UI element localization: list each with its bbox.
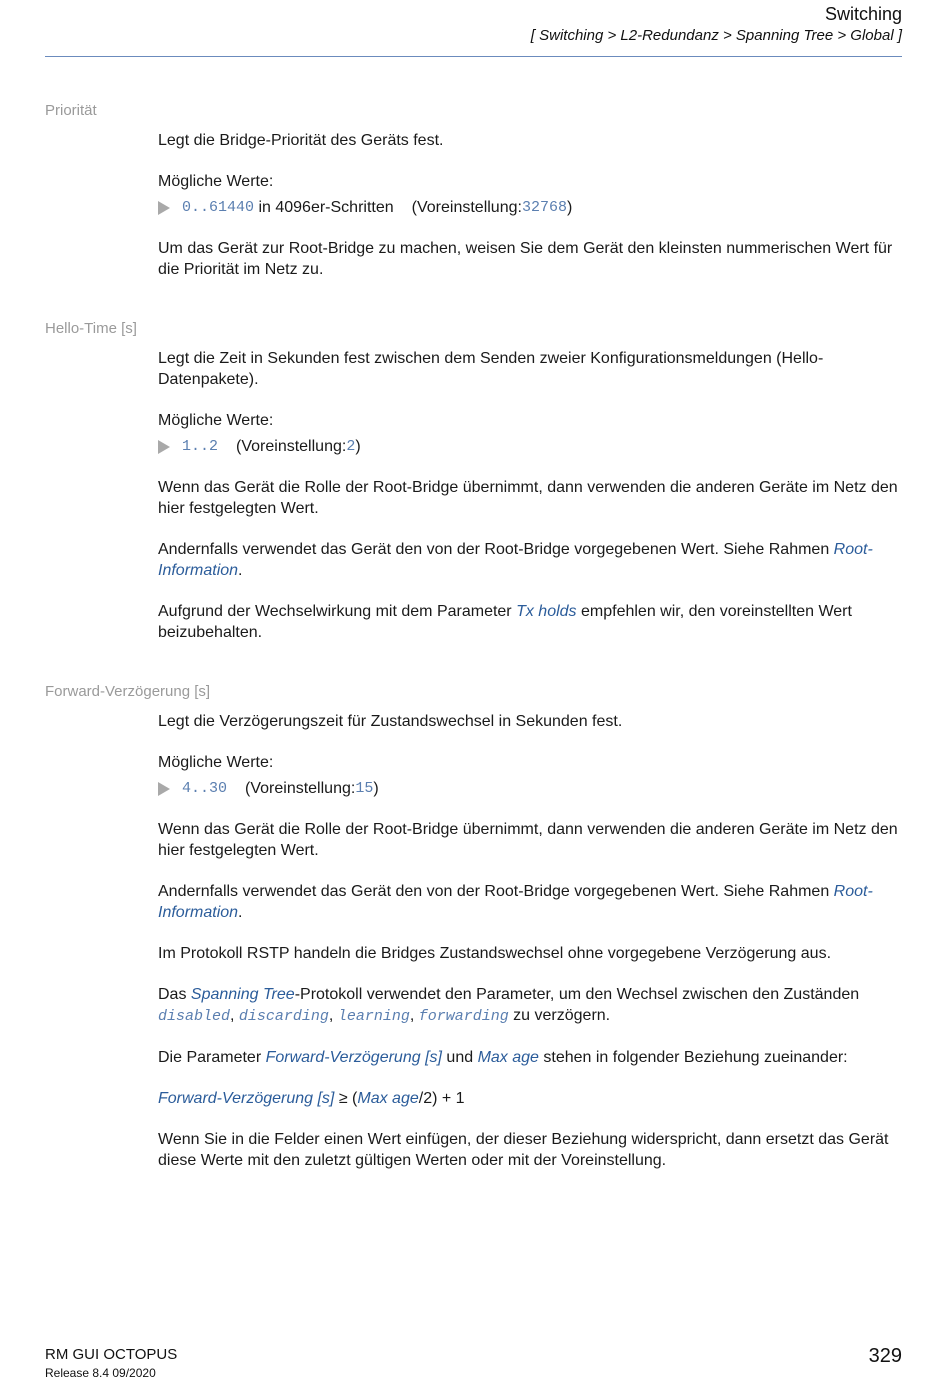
text: und [441, 1049, 478, 1066]
text: Andernfalls verwendet das Gerät den von der Root-Bridge vorgegebenen Wert. Siehe Rahmen [158, 883, 834, 900]
default-value: 2 [346, 438, 356, 455]
default-suffix: ) [566, 199, 573, 216]
param-label-forward-delay: Forward-Verzögerung [s] [45, 683, 211, 700]
ref-max-age[interactable]: Max age [357, 1090, 419, 1107]
param-note [158, 601, 903, 643]
param-note: Wenn Sie in die Felder einen Wert einfügen, der dieser Beziehung widerspricht, dann ersetzt das Gerät diese Werte mit den zuletzt gültigen Werten oder mit der Voreinstellung. [158, 1131, 889, 1169]
param-label-prioritaet: Priorität [45, 102, 97, 119]
param-note [158, 881, 903, 923]
header-divider [45, 56, 902, 57]
page-number: 329 [868, 1345, 902, 1367]
breadcrumb: [ Switching > L2-Redundanz > Spanning Tree > Global ] [530, 27, 902, 44]
default-suffix: ) [373, 780, 379, 797]
ref-forward-delay[interactable]: Forward-Verzögerung [s] [158, 1090, 335, 1107]
text: zu verzögern. [508, 1007, 611, 1024]
param-block-forward-delay [158, 711, 903, 1171]
values-label: Mögliche Werte: [158, 754, 274, 771]
text: ≥ ( [334, 1090, 358, 1107]
default-value: 15 [355, 780, 374, 797]
range-suffix: in 4096er-Schritten [254, 199, 394, 216]
text: Andernfalls verwendet das Gerät den von der Root-Bridge vorgegebenen Wert. Siehe Rahmen [158, 541, 834, 558]
bullet-triangle-icon [158, 782, 170, 796]
ref-root-information[interactable]: Root-Information [158, 883, 873, 921]
ref-tx-holds[interactable]: Tx holds [516, 603, 577, 620]
value-range: 1..2 [182, 438, 219, 455]
values-label: Mögliche Werte: [158, 173, 274, 190]
text: Das [158, 986, 191, 1003]
text: Aufgrund der Wechselwirkung mit dem Parameter [158, 603, 517, 620]
state-discarding: discarding [238, 1008, 329, 1025]
param-note: Wenn das Gerät die Rolle der Root-Bridge übernimmt, dann verwenden die anderen Geräte im Netz den hier festgelegten Wert. [158, 479, 898, 517]
state-forwarding: forwarding [418, 1008, 509, 1025]
default-prefix: (Voreinstellung: [236, 438, 347, 455]
text: , [328, 1007, 338, 1024]
state-learning: learning [337, 1008, 410, 1025]
default-value: 32768 [521, 199, 567, 216]
values-line [158, 778, 903, 799]
default-prefix: (Voreinstellung: [411, 199, 522, 216]
param-block-prioritaet [158, 130, 903, 280]
ref-forward-delay[interactable]: Forward-Verzögerung [s] [265, 1049, 442, 1066]
text: , [409, 1007, 419, 1024]
param-block-hello-time [158, 348, 903, 643]
bullet-triangle-icon [158, 440, 170, 454]
text: stehen in folgender Beziehung zueinander: [538, 1049, 848, 1066]
param-description: Legt die Zeit in Sekunden fest zwischen dem Senden zweier Konfigurationsmeldungen (Hello-Datenpakete). [158, 350, 824, 388]
values-line [158, 436, 903, 457]
value-range: 0..61440 [182, 199, 255, 216]
default-prefix: (Voreinstellung: [245, 780, 356, 797]
text: , [230, 1007, 239, 1024]
text: empfehlen wir, den voreinstellten Wert beizubehalten. [158, 603, 852, 641]
param-note: Wenn das Gerät die Rolle der Root-Bridge übernimmt, dann verwenden die anderen Geräte im Netz den hier festgelegten Wert. [158, 821, 898, 859]
value-range: 4..30 [182, 780, 228, 797]
bullet-triangle-icon [158, 201, 170, 215]
ref-root-information[interactable]: Root-Information [158, 541, 873, 579]
text: Die Parameter [158, 1049, 266, 1066]
param-note [158, 984, 903, 1027]
param-note: Um das Gerät zur Root-Bridge zu machen, weisen Sie dem Gerät den kleinsten nummerischen Wert für die Priorität im Netz zu. [158, 240, 893, 278]
param-description: Legt die Bridge-Priorität des Geräts fest. [158, 132, 444, 149]
values-line [158, 197, 903, 218]
formula [158, 1088, 903, 1109]
footer-doc-title: RM GUI OCTOPUS [45, 1346, 178, 1363]
text: /2) + 1 [418, 1090, 465, 1107]
param-label-hello-time: Hello-Time [s] [45, 320, 137, 337]
default-suffix: ) [355, 438, 361, 455]
values-label: Mögliche Werte: [158, 412, 274, 429]
param-note [158, 539, 903, 581]
ref-spanning-tree[interactable]: Spanning Tree [190, 986, 295, 1003]
footer-release: Release 8.4 09/2020 [45, 1366, 156, 1380]
ref-max-age[interactable]: Max age [477, 1049, 539, 1066]
text: . [238, 904, 243, 921]
param-note: Im Protokoll RSTP handeln die Bridges Zustandswechsel ohne vorgegebene Verzögerung aus. [158, 945, 832, 962]
state-disabled: disabled [158, 1008, 231, 1025]
param-note [158, 1047, 903, 1068]
text: . [238, 562, 243, 579]
header-title: Switching [824, 4, 902, 24]
param-description: Legt die Verzögerungszeit für Zustandswechsel in Sekunden fest. [158, 713, 623, 730]
text: -Protokoll verwendet den Parameter, um den Wechsel zwischen den Zuständen [294, 986, 860, 1003]
